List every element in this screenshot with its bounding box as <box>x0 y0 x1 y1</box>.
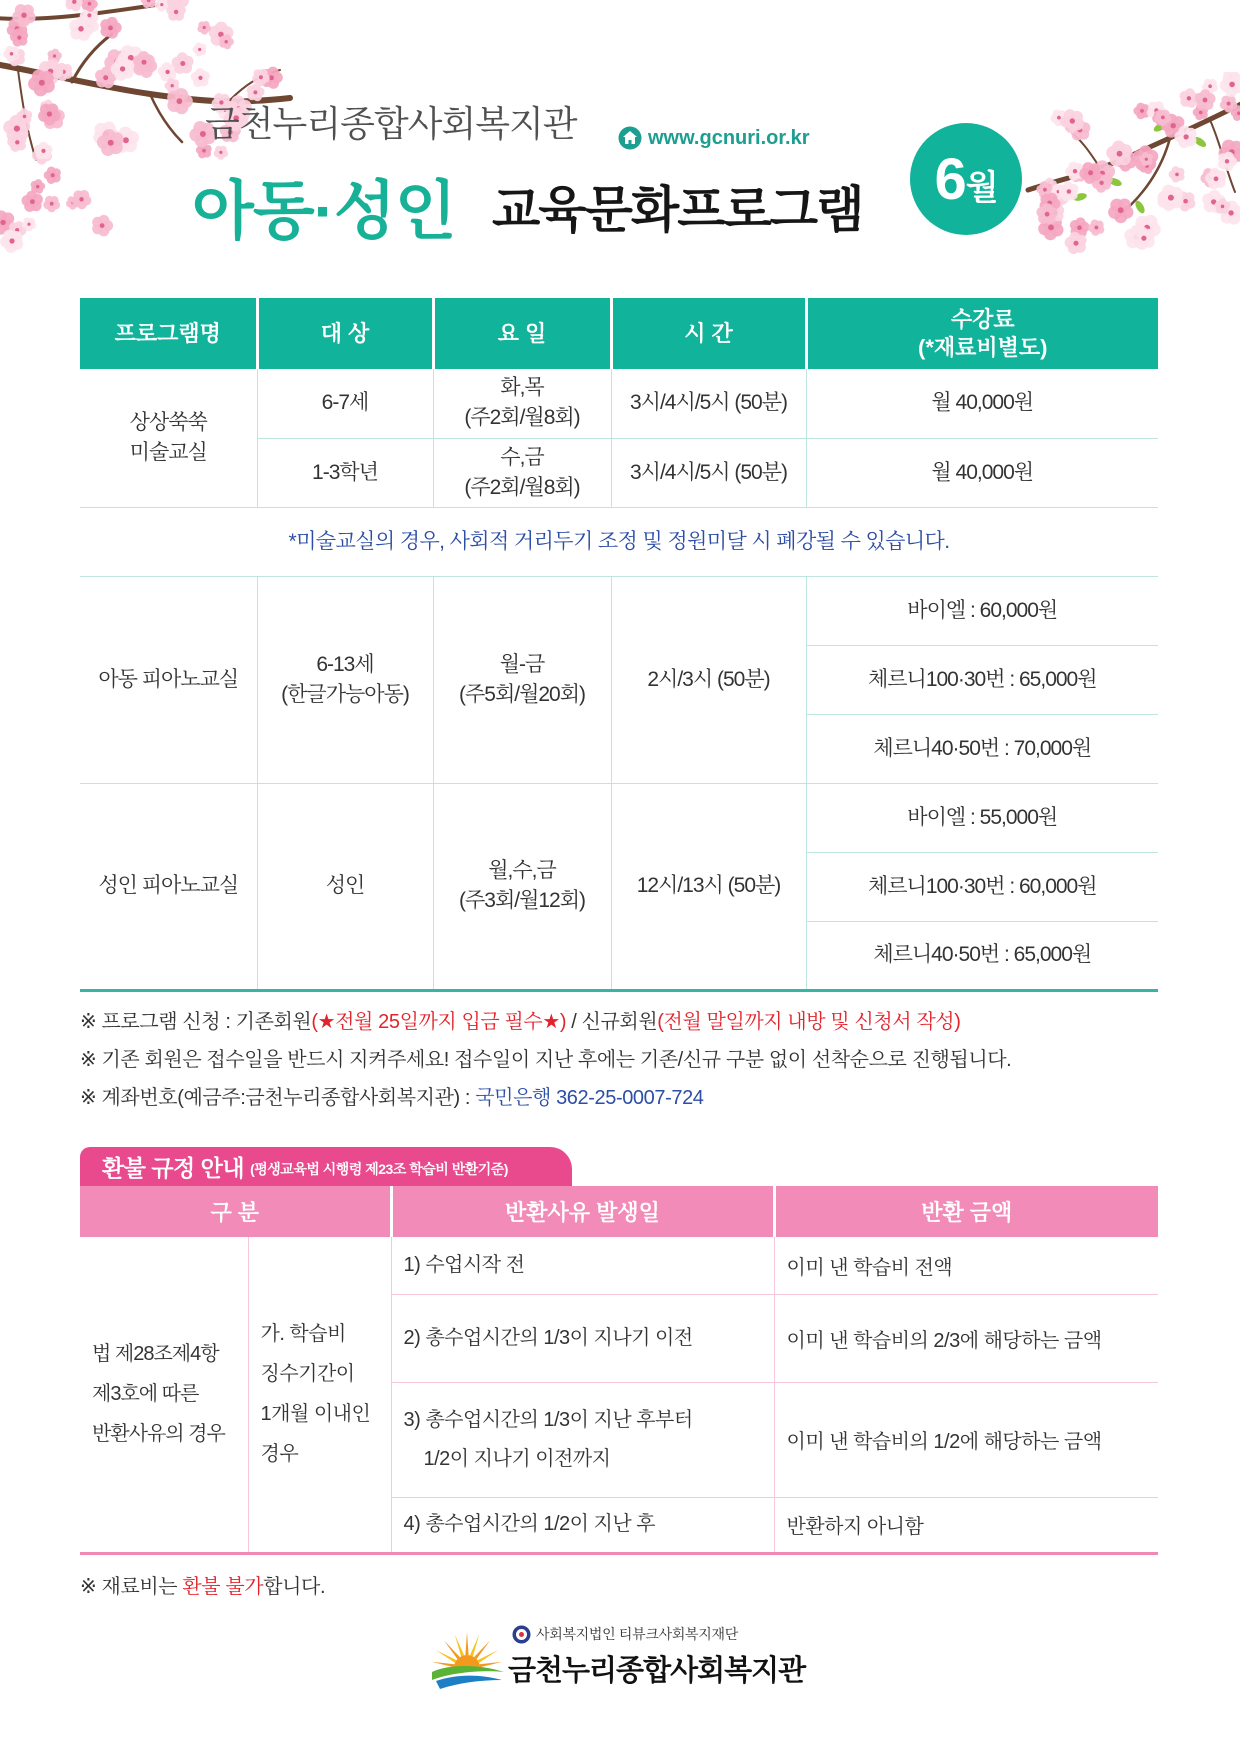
subcategory-line: 징수기간이 <box>260 1363 355 1386</box>
blossom-flower <box>34 142 52 160</box>
blossom-flower <box>1220 73 1240 97</box>
refund-amount-cell: 반환하지 아니함 <box>774 1497 1158 1553</box>
col-header-reason-date: 반환사유 발생일 <box>391 1186 774 1237</box>
fee-cell: 체르니40·50번 : 65,000원 <box>806 921 1158 990</box>
subcategory-line: 1개월 이내인 <box>260 1403 371 1426</box>
time-cell: 3시/4시/5시 (50분) <box>611 369 806 438</box>
program-table <box>80 298 1158 992</box>
blossom-flower <box>92 215 113 236</box>
col-header-time: 시 간 <box>611 298 806 369</box>
blossom-flower <box>100 17 121 39</box>
note-application <box>80 1008 1011 1046</box>
reason-date-line: 3) 총수업시간의 1/3이 지난 후부터 <box>403 1408 693 1431</box>
days-cell <box>433 783 611 990</box>
refund-amount-cell: 이미 낸 학습비의 1/2에 해당하는 금액 <box>774 1382 1158 1497</box>
home-icon <box>618 126 642 150</box>
category-line: 법 제28조제4항 <box>92 1343 219 1366</box>
reason-date-cell <box>391 1382 774 1497</box>
note-reminder: ※ 기존 회원은 접수일을 반드시 지켜주세요! 접수일이 지난 후에는 기존/신규 구분 없이 선착순으로 진행됩니다. <box>80 1049 1012 1071</box>
table-row <box>80 369 1158 438</box>
time-cell: 2시/3시 (50분) <box>611 576 806 783</box>
table-row <box>80 507 1158 576</box>
category-cell <box>80 1237 248 1553</box>
col-header-program-name: 프로그램명 <box>80 298 257 369</box>
website-url: www.gcnuri.or.kr <box>648 126 810 149</box>
program-name-line: 상상쑥쑥 <box>129 410 207 434</box>
account-number: 국민은행 362-25-0007-724 <box>475 1087 704 1109</box>
blossom-flower <box>191 68 210 87</box>
refund-amount-cell: 이미 낸 학습비 전액 <box>774 1237 1158 1294</box>
blossom-flower <box>193 43 207 57</box>
days-line: 월-금 <box>499 652 545 676</box>
month-badge <box>910 123 1022 235</box>
blossom-flower <box>1088 220 1104 236</box>
table-row <box>80 783 1158 852</box>
blossom-flower <box>16 108 32 124</box>
program-name-line: 미술교실 <box>129 440 207 464</box>
days-line: (주3회/월12회) <box>458 889 585 912</box>
refund-title: 환불 규정 안내 <box>102 1155 245 1181</box>
days-cell <box>433 438 611 507</box>
program-table-header-row <box>80 298 1158 369</box>
foundation-name: 사회복지법인 티뷰크사회복지재단 <box>536 1626 738 1642</box>
fee-cell: 체르니40·50번 : 70,000원 <box>806 714 1158 783</box>
time-cell: 12시/13시 (50분) <box>611 783 806 990</box>
blossom-flower <box>22 191 43 212</box>
notes-block <box>80 1008 1011 1122</box>
blossom-flower <box>214 146 228 160</box>
days-cell <box>433 369 611 438</box>
note-highlight: (전월 말일까지 내방 및 신청서 작성) <box>657 1011 961 1033</box>
fee-cell: 월 40,000원 <box>806 438 1158 507</box>
fee-cell: 체르니100·30번 : 65,000원 <box>806 645 1158 714</box>
days-cell <box>433 576 611 783</box>
note-text: 합니다. <box>263 1576 326 1598</box>
col-header-refund-amount: 반환 금액 <box>774 1186 1158 1237</box>
blossom-flower <box>31 179 46 194</box>
fee-header-label: 수강료 <box>950 306 1015 332</box>
blossom-flower <box>1065 232 1087 254</box>
days-line: (주2회/월8회) <box>464 406 580 430</box>
month-badge-text: 6월 <box>934 146 998 212</box>
refund-amount-cell: 이미 낸 학습비의 2/3에 해당하는 금액 <box>774 1294 1158 1382</box>
note-text: ※ 계좌번호(예금주:금천누리종합사회복지관) : <box>80 1087 476 1109</box>
subcategory-line: 가. 학습비 <box>260 1323 346 1346</box>
title-highlight: 아동·성인 <box>192 175 456 247</box>
header-org-name: 금천누리종합사회복지관 <box>205 103 577 144</box>
target-line: 6-13세 <box>316 652 374 676</box>
col-header-fee <box>806 298 1158 369</box>
target-cell <box>257 576 433 783</box>
foundation-emblem-icon <box>512 1625 531 1644</box>
days-line: 월,수,금 <box>488 859 556 882</box>
website <box>618 126 810 150</box>
target-line: (한글가능아동) <box>281 682 409 706</box>
col-header-days: 요 일 <box>433 298 611 369</box>
time-cell: 3시/4시/5시 (50분) <box>611 438 806 507</box>
blossom-flower <box>44 167 61 185</box>
refund-table-header-row <box>80 1186 1158 1237</box>
subcategory-cell <box>248 1237 391 1553</box>
sun-ray <box>470 1634 479 1656</box>
fee-cell: 바이엘 : 60,000원 <box>806 576 1158 645</box>
table-row <box>80 1237 1158 1294</box>
fee-cell: 바이엘 : 55,000원 <box>806 783 1158 852</box>
sun-ray <box>432 1662 455 1668</box>
footer-org-name: 금천누리종합사회복지관 <box>508 1655 806 1687</box>
material-fee-note <box>80 1570 325 1599</box>
note-text: ※ 프로그램 신청 : 기존회원 <box>80 1011 312 1033</box>
table-row <box>80 576 1158 645</box>
days-line: 수,금 <box>500 445 544 469</box>
note-highlight: 환불 불가 <box>182 1576 264 1598</box>
child-piano-name-cell: 아동 피아노교실 <box>80 576 257 783</box>
reason-date-cell: 1) 수업시작 전 <box>391 1237 774 1294</box>
blossom-flower <box>1108 199 1133 224</box>
title-main: 교육문화프로그램 <box>492 182 863 238</box>
note-account <box>80 1084 1011 1122</box>
days-line: (주2회/월8회) <box>464 475 580 499</box>
days-line: (주5회/월20회) <box>458 682 585 706</box>
sun-ray <box>455 1634 464 1656</box>
reason-date-cell: 4) 총수업시간의 1/2이 지난 후 <box>391 1497 774 1553</box>
subcategory-line: 경우 <box>260 1443 299 1466</box>
fee-cell: 체르니100·30번 : 60,000원 <box>806 852 1158 921</box>
fee-cell: 월 40,000원 <box>806 369 1158 438</box>
target-cell: 6-7세 <box>257 369 433 438</box>
note-text: / 신규회원 <box>566 1011 658 1033</box>
col-header-target: 대 상 <box>257 298 433 369</box>
blossom-flower <box>167 88 193 114</box>
blossom-flower <box>1169 166 1185 182</box>
refund-subtitle: (평생교육법 시행령 제23조 학습비 반환기준) <box>250 1161 508 1177</box>
target-cell: 1-3학년 <box>257 438 433 507</box>
target-cell: 성인 <box>257 783 433 990</box>
refund-table <box>80 1186 1158 1555</box>
blossom-flower <box>3 46 19 62</box>
art-class-notice: *미술교실의 경우, 사회적 거리두기 조정 및 정원미달 시 폐강될 수 있습니다. <box>80 507 1158 576</box>
sun-ray <box>465 1632 468 1655</box>
fee-header-note: (*재료비별도) <box>918 334 1048 360</box>
blossom-flower <box>65 0 84 11</box>
blossom-flower <box>172 52 194 74</box>
category-line: 제3호에 따른 <box>92 1383 199 1406</box>
sun-logo-icon <box>428 1628 506 1690</box>
art-class-name-cell <box>80 369 257 507</box>
blossom-flower <box>43 196 60 213</box>
reason-date-cell: 2) 총수업시간의 1/3이 지나기 이전 <box>391 1294 774 1382</box>
reason-date-line: 1/2이 지나기 이전까지 <box>423 1447 611 1470</box>
days-line: 화,목 <box>500 376 544 400</box>
refund-section-tab <box>80 1147 572 1186</box>
note-highlight: (★전월 25일까지 입금 필수★) <box>311 1011 567 1033</box>
cherry-blossom-decoration-right <box>1020 72 1240 262</box>
sun-ray <box>479 1662 502 1668</box>
adult-piano-name-cell: 성인 피아노교실 <box>80 783 257 990</box>
category-line: 반환사유의 경우 <box>92 1423 225 1446</box>
note-text: ※ 재료비는 <box>80 1576 183 1598</box>
col-header-category: 구 분 <box>80 1186 391 1237</box>
